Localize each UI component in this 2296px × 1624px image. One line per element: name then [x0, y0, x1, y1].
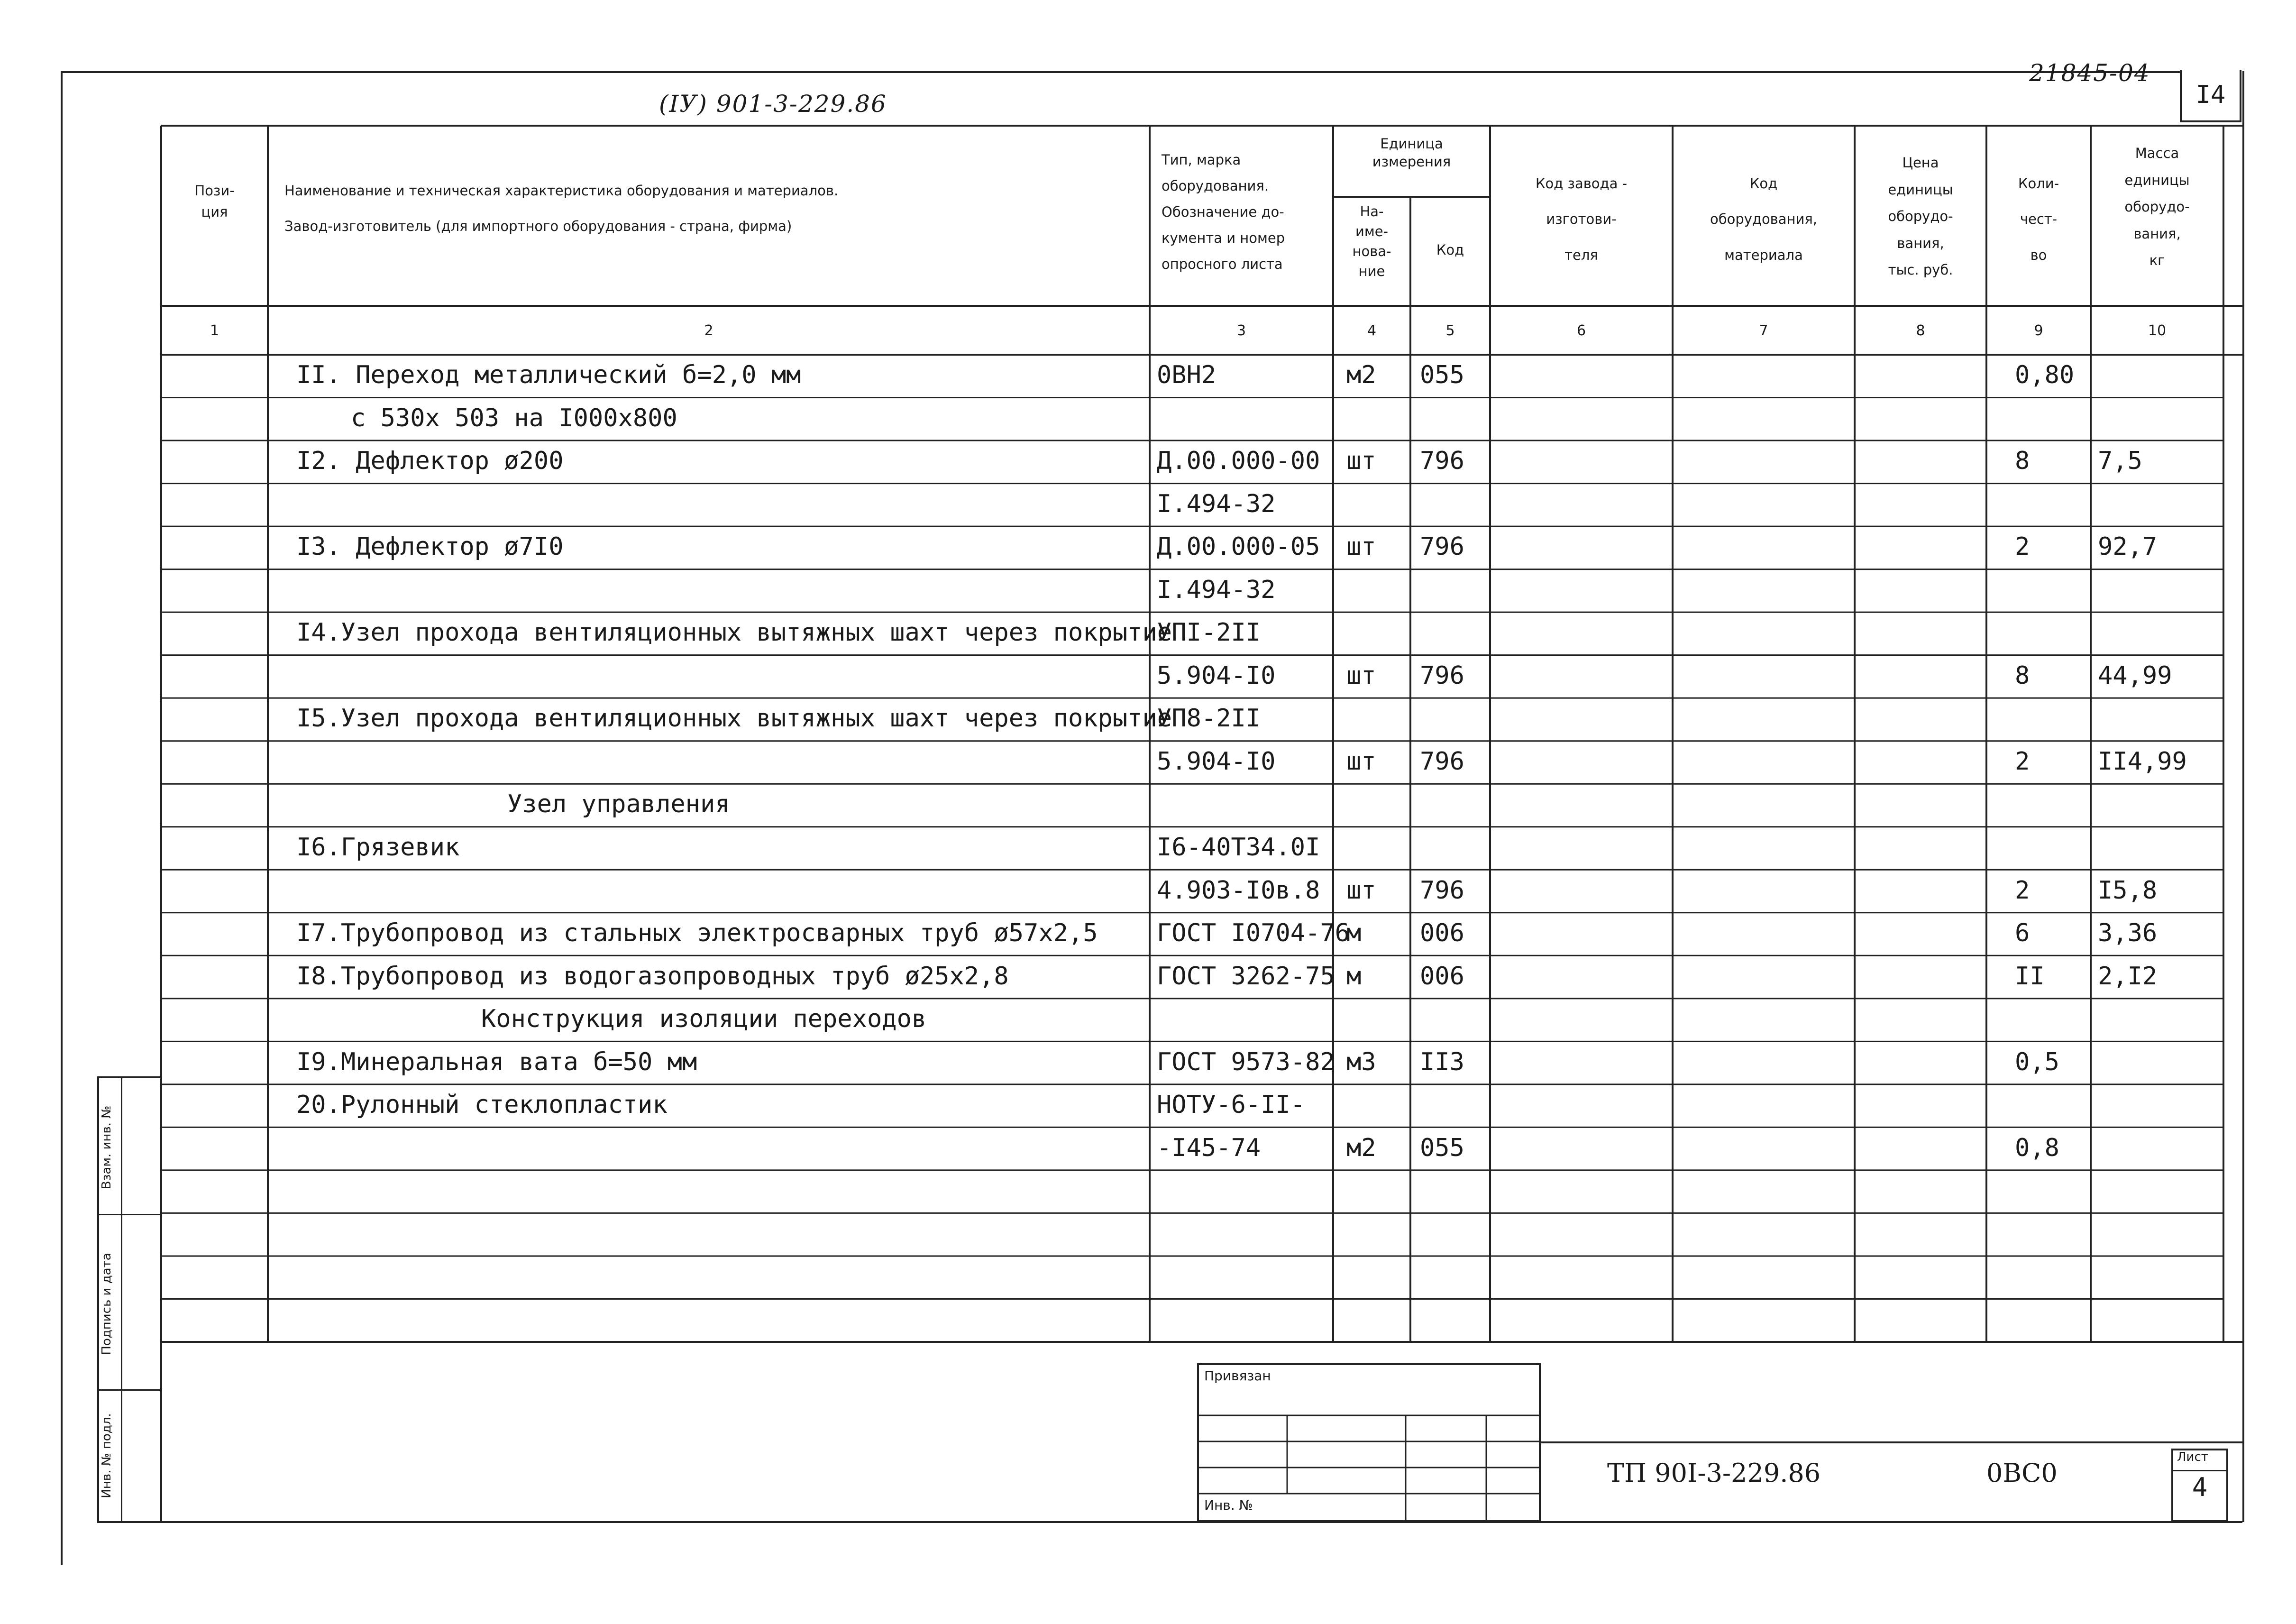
sheet-index: I4 — [2195, 81, 2226, 109]
col-number-10: 10 — [2148, 322, 2167, 339]
table-row — [0, 576, 2296, 606]
item-quantity: 6 — [2015, 919, 2030, 948]
item-name: Узел управления — [507, 790, 730, 819]
table-row — [0, 1176, 2296, 1207]
document-code: (IУ) 901-3-229.86 — [659, 90, 887, 118]
item-name: I6.Грязевик — [296, 833, 460, 862]
header-unit-group: Единица измерения — [1372, 136, 1451, 170]
item-quantity: 2 — [2015, 747, 2030, 776]
table-row — [0, 404, 2296, 434]
item-unit: м2 — [1346, 361, 1376, 390]
item-type: Д.00.000-05 — [1157, 532, 1320, 561]
col-number-8: 8 — [1916, 322, 1925, 339]
table-row — [0, 1220, 2296, 1250]
item-unit: м2 — [1346, 1133, 1376, 1162]
table-row — [0, 1091, 2296, 1121]
item-unit: шт — [1346, 532, 1376, 561]
header-price: Цена единицы оборудо- вания, тыс. руб. — [1888, 155, 1953, 278]
table-row — [0, 1305, 2296, 1336]
item-type: I6-40Т34.0I — [1157, 833, 1320, 862]
header-quantity: Коли- чест- во — [2018, 175, 2059, 263]
table-row — [0, 876, 2296, 907]
header-mass: Масса единицы оборудо- вания, кг — [2124, 145, 2190, 269]
item-mass: 3,36 — [2098, 919, 2158, 948]
item-unit: шт — [1346, 876, 1376, 905]
item-type: НОТУ-6-II- — [1157, 1091, 1306, 1119]
item-name: I9.Минеральная вата б=50 мм — [296, 1047, 697, 1076]
item-code: 796 — [1420, 876, 1464, 905]
item-name: I2. Дефлектор ø200 — [296, 447, 564, 476]
item-type: ГОСТ I0704-76 — [1157, 919, 1350, 948]
item-name: I5.Узел прохода вентиляционных вытяжных шахт через покрытие — [296, 704, 1172, 733]
item-type: Д.00.000-00 — [1157, 447, 1320, 476]
col-number-6: 6 — [1576, 322, 1586, 339]
table-row — [0, 1048, 2296, 1078]
header-name: Наименование и техническая характеристика оборудования и материалов. Завод-изготовитель (для импортного оборудования - страна, фирма) — [284, 183, 839, 235]
table-row — [0, 447, 2296, 477]
item-type: ГОСТ 9573-82 — [1157, 1047, 1335, 1076]
item-type: -I45-74 — [1157, 1133, 1261, 1162]
title-block-line — [1541, 1441, 2242, 1443]
sheet-number: 4 — [2192, 1472, 2208, 1502]
footer-code: ТП 90I-3-229.86 — [1607, 1458, 1821, 1488]
header-type: Тип, марка оборудования. Обозначение до- кумента и номер опросного листа — [1162, 152, 1285, 273]
item-mass: 92,7 — [2098, 532, 2158, 561]
item-type: I.494-32 — [1157, 489, 1276, 518]
header-factory-code: Код завода - изготови- теля — [1535, 175, 1628, 263]
table-row — [0, 1262, 2296, 1293]
item-type: 0ВН2 — [1157, 361, 1217, 390]
item-code: 055 — [1420, 361, 1464, 390]
item-quantity: 0,80 — [2015, 361, 2075, 390]
col-number-5: 5 — [1445, 322, 1455, 339]
table-row — [0, 618, 2296, 649]
side-label-inv-podl: Инв. № подл. — [100, 1413, 114, 1498]
item-type: УП8-2II — [1157, 704, 1261, 733]
header-position: Пози- ция — [194, 183, 235, 220]
table-row — [0, 490, 2296, 520]
item-mass: 7,5 — [2098, 447, 2142, 476]
table-row — [0, 361, 2296, 391]
inv-no-label: Инв. № — [1204, 1497, 1253, 1513]
item-mass: 44,99 — [2098, 661, 2172, 690]
item-type: 5.904-I0 — [1157, 661, 1276, 690]
privyazan-label: Привязан — [1204, 1368, 1271, 1384]
frame-bottom-line — [97, 1521, 2242, 1523]
table-row — [0, 1005, 2296, 1035]
item-code: II3 — [1420, 1047, 1464, 1076]
item-mass: 2,I2 — [2098, 962, 2158, 991]
item-unit: шт — [1346, 747, 1376, 776]
sheet-number-divider — [2171, 1470, 2228, 1471]
table-row — [0, 747, 2296, 778]
col-number-9: 9 — [2034, 322, 2043, 339]
item-unit: м — [1346, 962, 1362, 991]
item-code: 796 — [1420, 447, 1464, 476]
item-type: 5.904-I0 — [1157, 747, 1276, 776]
item-mass: I5,8 — [2098, 876, 2158, 905]
item-name: с 530х 503 на I000х800 — [351, 404, 677, 432]
item-code: 006 — [1420, 919, 1464, 948]
item-code: 055 — [1420, 1133, 1464, 1162]
item-name: I4.Узел прохода вентиляционных вытяжных шахт через покрытие — [296, 618, 1172, 647]
item-type: I.494-32 — [1157, 575, 1276, 604]
sheet-label: Лист — [2177, 1450, 2208, 1464]
archive-number: 21845-04 — [2029, 59, 2150, 87]
item-type: УПI-2II — [1157, 618, 1261, 647]
item-quantity: 0,5 — [2015, 1047, 2059, 1076]
col-number-4: 4 — [1367, 322, 1377, 339]
item-unit: м3 — [1346, 1047, 1376, 1076]
item-quantity: 2 — [2015, 876, 2030, 905]
item-code: 796 — [1420, 747, 1464, 776]
header-unit-code: Код — [1436, 242, 1464, 258]
table-row — [0, 1134, 2296, 1164]
item-name: I7.Трубопровод из стальных электросварных труб ø57х2,5 — [296, 919, 1098, 948]
footer-mark: 0ВС0 — [1986, 1458, 2058, 1488]
item-name: I8.Трубопровод из водогазопроводных труб ø25х2,8 — [296, 962, 1009, 991]
item-name: 20.Рулонный стеклопластик — [296, 1091, 668, 1119]
item-quantity: 8 — [2015, 661, 2030, 690]
col-number-1: 1 — [210, 322, 220, 339]
item-unit: шт — [1346, 661, 1376, 690]
side-label-vzam: Взам. инв. № — [100, 1105, 114, 1190]
item-unit: шт — [1346, 447, 1376, 476]
item-quantity: 2 — [2015, 532, 2030, 561]
col-number-3: 3 — [1236, 322, 1246, 339]
item-name: II. Переход металлический б=2,0 мм — [296, 361, 801, 390]
item-name: I3. Дефлектор ø7I0 — [296, 532, 564, 561]
item-quantity: 0,8 — [2015, 1133, 2059, 1162]
col-number-7: 7 — [1759, 322, 1768, 339]
item-name: Конструкция изоляции переходов — [481, 1005, 927, 1034]
item-code: 796 — [1420, 532, 1464, 561]
side-strip-divider — [121, 1076, 122, 1522]
item-mass: II4,99 — [2098, 747, 2187, 776]
table-row — [0, 532, 2296, 563]
table-row — [0, 833, 2296, 863]
item-unit: м — [1346, 919, 1362, 948]
header-equipment-code: Код оборудования, материала — [1710, 175, 1818, 263]
table-row — [0, 919, 2296, 949]
item-code: 006 — [1420, 962, 1464, 991]
side-label-podpis: Подпись и дата — [100, 1253, 114, 1355]
item-quantity: 8 — [2015, 447, 2030, 476]
item-type: 4.903-I0в.8 — [1157, 876, 1320, 905]
item-type: ГОСТ 3262-75 — [1157, 962, 1335, 991]
table-row — [0, 962, 2296, 992]
table-row — [0, 661, 2296, 692]
item-code: 796 — [1420, 661, 1464, 690]
table-row — [0, 704, 2296, 734]
item-quantity: II — [2015, 962, 2045, 991]
col-number-2: 2 — [704, 322, 713, 339]
table-row — [0, 790, 2296, 820]
header-unit-name: На- име- нова- ние — [1352, 203, 1391, 280]
